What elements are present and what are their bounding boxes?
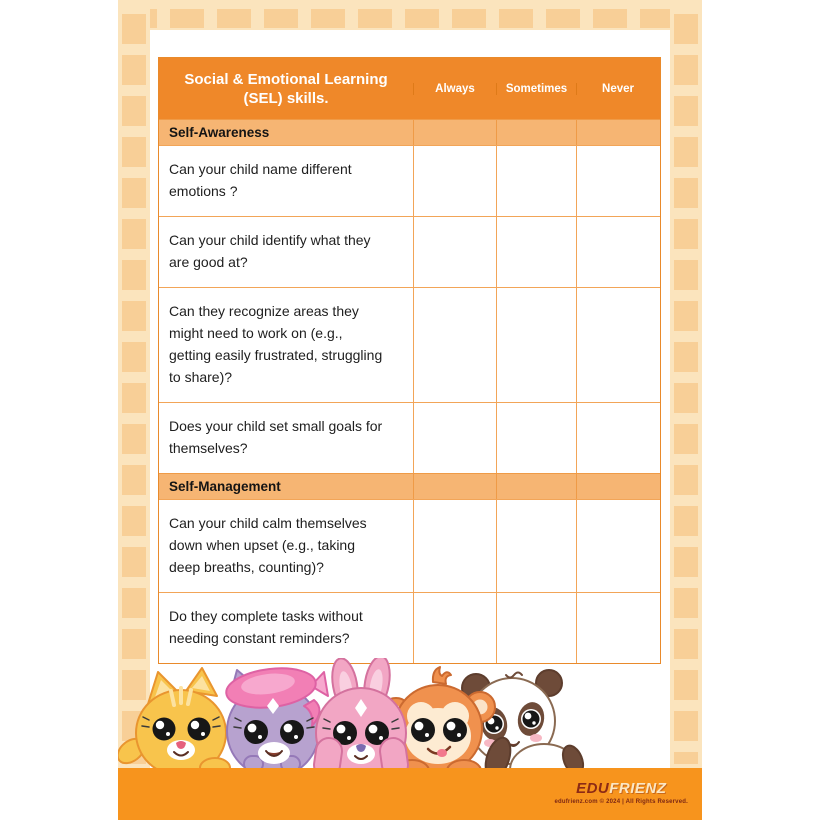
edufrienz-logo	[554, 781, 688, 796]
pony-character	[224, 664, 328, 777]
table-row	[159, 216, 660, 287]
column-header-always: Always	[413, 83, 496, 95]
table-title: Social & Emotional Learning (SEL) skills.	[184, 70, 388, 107]
question-text: Can your child name different emotions ?	[169, 161, 352, 199]
answer-cell-never[interactable]	[576, 288, 659, 402]
tiled-border-right	[670, 0, 702, 768]
question-text: Can your child calm themselves down when upset (e.g., taking deep breaths, counting)?	[169, 515, 367, 575]
table-header-row	[159, 58, 660, 119]
mascot-characters-illustration	[118, 658, 702, 780]
tiled-border-left	[118, 0, 150, 768]
question-text: Do they complete tasks without needing constant reminders?	[169, 608, 363, 646]
answer-cell-sometimes[interactable]	[496, 146, 576, 216]
section-cell	[413, 120, 496, 145]
answer-cell-never[interactable]	[576, 146, 659, 216]
answer-cell-sometimes[interactable]	[496, 500, 576, 592]
section-title: Self-Management	[169, 479, 281, 494]
section-cell	[576, 474, 659, 499]
answer-cell-always[interactable]	[413, 146, 496, 216]
sel-skills-table	[158, 57, 661, 664]
answer-cell-always[interactable]	[413, 288, 496, 402]
question-text: Can your child identify what they are good at?	[169, 232, 371, 270]
answer-cell-sometimes[interactable]	[496, 288, 576, 402]
answer-cell-never[interactable]	[576, 217, 659, 287]
answer-cell-sometimes[interactable]	[496, 217, 576, 287]
answer-cell-always[interactable]	[413, 217, 496, 287]
answer-cell-never[interactable]	[576, 403, 659, 473]
section-cell	[576, 120, 659, 145]
table-row	[159, 145, 660, 216]
column-header-never: Never	[576, 83, 659, 95]
section-cell	[496, 474, 576, 499]
cat-character	[118, 668, 230, 778]
section-title: Self-Awareness	[169, 125, 270, 140]
answer-cell-always[interactable]	[413, 593, 496, 663]
worksheet-page	[118, 0, 702, 820]
column-header-sometimes: Sometimes	[496, 83, 576, 95]
question-text: Does your child set small goals for themselves?	[169, 418, 383, 456]
section-cell	[413, 474, 496, 499]
logo-frienz: FRIENZ	[609, 780, 667, 797]
answer-cell-never[interactable]	[576, 593, 659, 663]
bunny-character	[312, 658, 409, 780]
footer-bar	[118, 768, 702, 820]
question-text: Can they recognize areas they might need to work on (e.g., getting easily frustrated, struggling to share)?	[169, 303, 383, 385]
answer-cell-never[interactable]	[576, 500, 659, 592]
table-row	[159, 287, 660, 402]
answer-cell-sometimes[interactable]	[496, 593, 576, 663]
table-row	[159, 402, 660, 473]
answer-cell-sometimes[interactable]	[496, 403, 576, 473]
tiled-border-top	[118, 0, 702, 30]
table-row	[159, 499, 660, 592]
copyright-text: edufrienz.com © 2024 | All Rights Reserved.	[554, 799, 688, 805]
brand-block	[554, 781, 688, 805]
answer-cell-always[interactable]	[413, 500, 496, 592]
section-row-self-management	[159, 473, 660, 499]
answer-cell-always[interactable]	[413, 403, 496, 473]
table-row	[159, 592, 660, 663]
logo-edu: EDU	[576, 780, 610, 797]
section-row-self-awareness	[159, 119, 660, 145]
section-cell	[496, 120, 576, 145]
